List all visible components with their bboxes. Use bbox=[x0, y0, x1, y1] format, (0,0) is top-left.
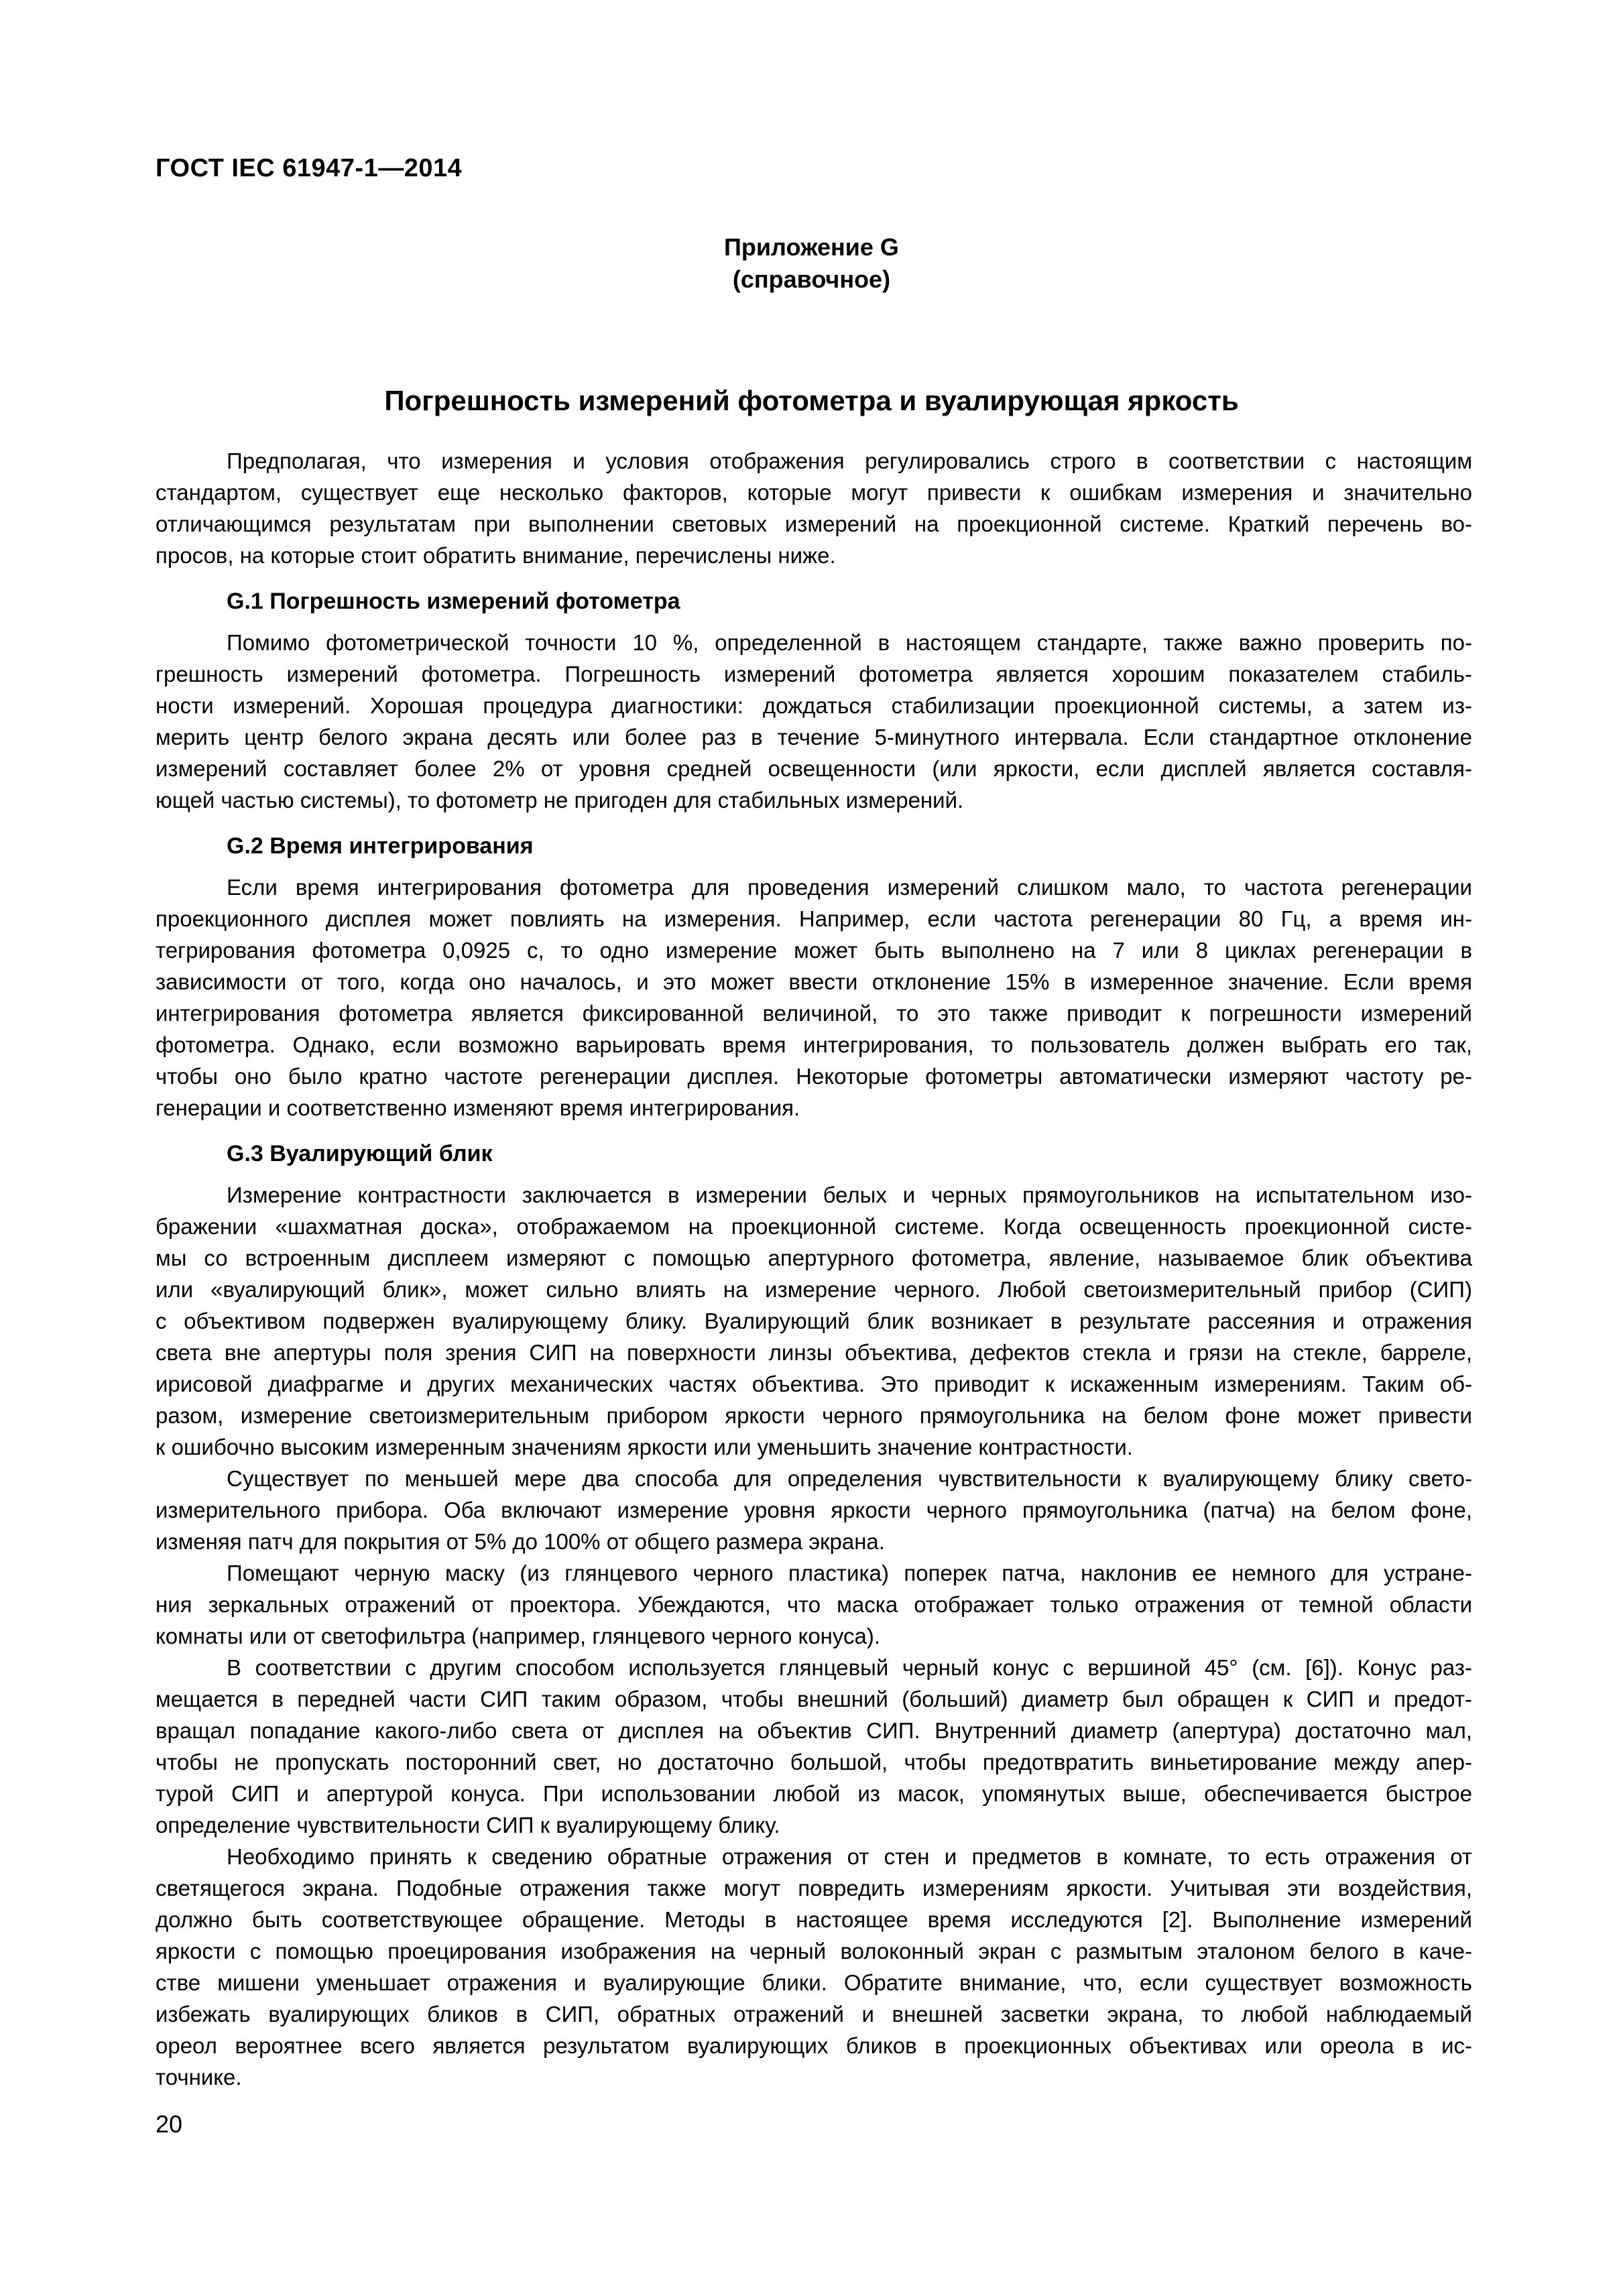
text-line: Помещают черную маску (из глянцевого черного пластика) поперек патча, наклонив ее немного для устране- bbox=[227, 1561, 1472, 1585]
text-line: Необходимо принять к сведению обратные отражения от стен и предметов в комнате, то есть отражения от bbox=[227, 1844, 1472, 1869]
text-line: грешность измерений фотометра. Погрешность измерений фотометра является хорошим показателем стабиль- bbox=[156, 662, 1472, 686]
text-line: разом, измерение светоизмерительным прибором яркости черного прямоугольника на белом фоне может привести bbox=[156, 1403, 1472, 1428]
text-line: ореол вероятнее всего является результатом вуалирующих бликов в проекционных объективах или ореола в ис- bbox=[156, 2033, 1472, 2058]
text-line: бражении «шахматная доска», отображаемом на проекционной системе. Когда освещенность проекционной систе- bbox=[156, 1214, 1472, 1239]
text-line: зависимости от того, когда оно началось, и это может ввести отклонение 15% в измеренное значение. Если время bbox=[156, 969, 1472, 994]
text-line: Измерение контрастности заключается в измерении белых и черных прямоугольников на испытательном изо- bbox=[227, 1183, 1472, 1207]
section bbox=[156, 586, 1472, 816]
section bbox=[156, 1138, 1472, 2093]
document-body bbox=[156, 445, 1472, 2093]
text-line: Если время интегрирования фотометра для проведения измерений слишком мало, то частота регенерации bbox=[227, 875, 1472, 900]
text-line: чтобы оно было кратно частоте регенерации дисплея. Некоторые фотометры автоматически измеряют частоту ре- bbox=[156, 1064, 1472, 1089]
paragraph bbox=[156, 1179, 1472, 1463]
text-line: мещается в передней части СИП таким образом, чтобы внешний (больший) диаметр был обращен к СИП и предот- bbox=[156, 1687, 1472, 1711]
section-heading: G.3 Вуалирующий блик bbox=[227, 1141, 493, 1166]
text-line: комнаты или от светофильтра (например, глянцевого черного конуса). bbox=[156, 1624, 881, 1648]
section bbox=[156, 445, 1472, 571]
text-line: фотометра. Однако, если возможно варьировать время интегрирования, то пользователь должен выбрать его так, bbox=[156, 1032, 1472, 1057]
text-line: мы со встроенным дисплеем измеряют с помощью апертурного фотометра, явление, называемое блик объектива bbox=[156, 1246, 1472, 1270]
text-line: стандартом, существует еще несколько факторов, которые могут привести к ошибкам измерения и значительно bbox=[156, 480, 1472, 505]
text-line: яркости с помощью проецирования изображения на черный волоконный экран с размытым эталоном белого в каче- bbox=[156, 1939, 1472, 1963]
text-line: ния зеркальных отражений от проектора. Убеждаются, что маска отображает только отражения от темной области bbox=[156, 1592, 1472, 1617]
page-number: 20 bbox=[156, 2110, 183, 2138]
text-line: измерений составляет более 2% от уровня средней освещенности (или яркости, если дисплей является составля- bbox=[156, 756, 1472, 781]
text-line: точнике. bbox=[156, 2065, 242, 2090]
text-line: Существует по меньшей мере два способа для определения чувствительности к вуалирующему блику свето- bbox=[227, 1466, 1472, 1491]
text-line: В соответствии с другим способом используется глянцевый черный конус с вершиной 45° (см. [6]). Конус раз- bbox=[227, 1655, 1472, 1680]
text-line: генерации и соответственно изменяют время интегрирования. bbox=[156, 1095, 800, 1120]
page-title: Погрешность измерений фотометра и вуалирующая яркость bbox=[384, 385, 1239, 416]
text-line: чтобы не пропускать посторонний свет, но достаточно большой, чтобы предотвратить виньетирование между апер- bbox=[156, 1750, 1472, 1774]
text-line: ирисовой диафрагме и других механических частях объектива. Это приводит к искаженным измерениям. Таким об- bbox=[156, 1372, 1472, 1396]
doc-code: ГОСТ IEC 61947-1—2014 bbox=[156, 154, 463, 182]
text-line: с объективом подвержен вуалирующему блику. Вуалирующий блик возникает в результате рассеяния и отражения bbox=[156, 1309, 1472, 1333]
text-line: интегрирования фотометра является фиксированной величиной, то это также приводит к погрешности измерений bbox=[156, 1001, 1472, 1026]
text-line: вращал попадание какого-либо света от дисплея на объектив СИП. Внутренний диаметр (апертура) достаточно мал, bbox=[156, 1718, 1472, 1743]
section-heading: G.2 Время интегрирования bbox=[227, 833, 534, 859]
text-line: просов, на которые стоит обратить внимание, перечислены ниже. bbox=[156, 543, 836, 568]
paragraph bbox=[156, 445, 1472, 571]
text-line: избежать вуалирующих бликов в СИП, обратных отражений и внешней засветки экрана, то любой наблюдаемый bbox=[156, 2002, 1472, 2027]
paragraph bbox=[156, 1652, 1472, 1841]
paragraph bbox=[156, 1841, 1472, 2093]
appendix-label: Приложение G bbox=[724, 233, 899, 261]
text-line: к ошибочно высоким измеренным значениям яркости или уменьшить значение контрастности. bbox=[156, 1435, 1133, 1459]
text-line: определение чувствительности СИП к вуалирующему блику. bbox=[156, 1813, 780, 1837]
text-line: стве мишени уменьшает отражения и вуалирующие блики. Обратите внимание, что, если существует возможность bbox=[156, 1970, 1472, 1995]
appendix-kind: (справочное) bbox=[732, 265, 891, 293]
text-line: или «вуалирующий блик», может сильно влиять на измерение черного. Любой светоизмерительный прибор (СИП) bbox=[156, 1277, 1472, 1302]
text-line: тегрирования фотометра 0,0925 с, то одно измерение может быть выполнено на 7 или 8 циклах регенерации в bbox=[156, 938, 1472, 963]
text-line: ющей частью системы), то фотометр не пригоден для стабильных измерений. bbox=[156, 788, 964, 812]
text-line: ности измерений. Хорошая процедура диагностики: дождаться стабилизации проекционной системы, а затем из- bbox=[156, 693, 1472, 718]
text-line: света вне апертуры поля зрения СИП на поверхности линзы объектива, дефектов стекла и грязи на стекле, барреле, bbox=[156, 1340, 1472, 1365]
text-line: измерительного прибора. Оба включают измерение уровня яркости черного прямоугольника (патча) на белом фоне, bbox=[156, 1498, 1472, 1522]
text-line: проекционного дисплея может повлиять на измерения. Например, если частота регенерации 80 Гц, а время ин- bbox=[156, 906, 1472, 931]
paragraph bbox=[156, 1557, 1472, 1652]
text-line: светящегося экрана. Подобные отражения также могут повредить измерениям яркости. Учитывая эти воздействия, bbox=[156, 1876, 1472, 1900]
text-line: изменяя патч для покрытия от 5% до 100% от общего размера экрана. bbox=[156, 1529, 885, 1554]
section bbox=[156, 831, 1472, 1124]
paragraph bbox=[156, 627, 1472, 816]
section-heading: G.1 Погрешность измерений фотометра bbox=[227, 589, 680, 614]
text-line: мерить центр белого экрана десять или более раз в течение 5-минутного интервала. Если стандартное отклонение bbox=[156, 725, 1472, 749]
text-line: Предполагая, что измерения и условия отображения регулировались строго в соответствии с настоящим bbox=[227, 448, 1472, 473]
text-line: турой СИП и апертурой конуса. При использовании любой из масок, упомянутых выше, обеспечивается быстрое bbox=[156, 1781, 1472, 1806]
text-line: Помимо фотометрической точности 10 %, определенной в настоящем стандарте, также важно проверить по- bbox=[227, 630, 1472, 655]
paragraph bbox=[156, 871, 1472, 1124]
text-line: должно быть соответствующее обращение. Методы в настоящее время исследуются [2]. Выполнение измерений bbox=[156, 1907, 1472, 1932]
text-line: отличающимся результатам при выполнении световых измерений на проекционной системе. Краткий перечень во- bbox=[156, 511, 1472, 536]
paragraph bbox=[156, 1463, 1472, 1557]
